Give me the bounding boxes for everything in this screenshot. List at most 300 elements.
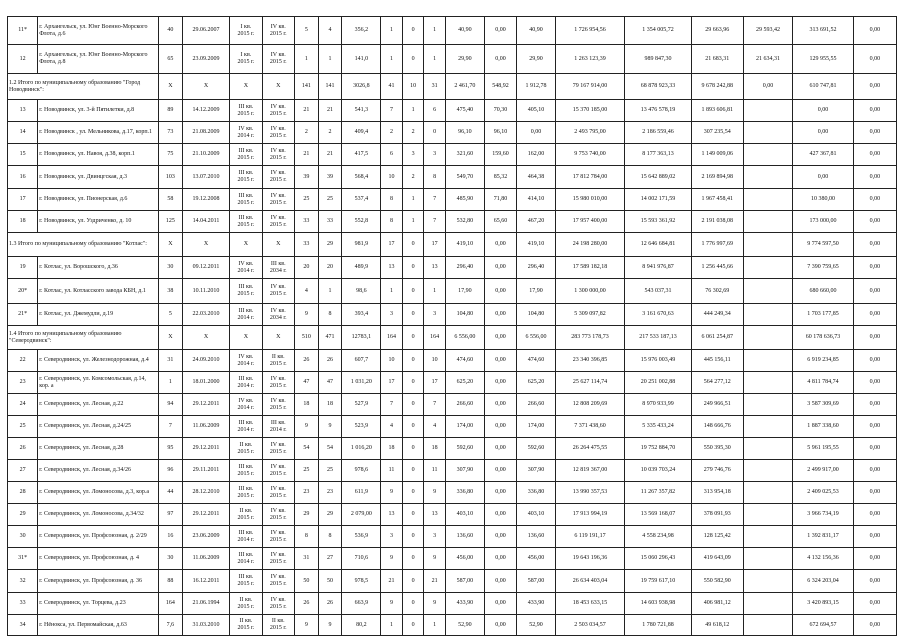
table-cell: 26	[8, 438, 38, 460]
table-cell: 0,00	[853, 460, 896, 482]
table-cell: 1 887 338,60	[793, 416, 853, 438]
table-cell: IV кв. 2015 г.	[262, 504, 294, 526]
table-cell: 52,90	[445, 615, 484, 636]
table-cell: 0	[402, 526, 424, 548]
table-cell: 625,20	[517, 372, 556, 394]
table-cell: 94	[159, 394, 183, 416]
table-cell: III кв. 2015 г.	[230, 460, 262, 482]
table-cell: 564 277,12	[691, 372, 743, 394]
table-cell: 21.10.2009	[182, 144, 229, 166]
table-cell: 97	[159, 504, 183, 526]
table-cell: 610 747,81	[793, 74, 853, 100]
table-cell: 17 589 182,18	[555, 257, 624, 279]
table-row	[8, 304, 897, 326]
table-cell: X	[262, 233, 294, 257]
table-cell: 217 533 187,13	[625, 326, 692, 350]
table-cell: III кв. 2015 г.	[230, 570, 262, 593]
table-cell: 7 390 759,65	[793, 257, 853, 279]
table-cell: 0,00	[853, 548, 896, 570]
table-cell: 24	[8, 394, 38, 416]
table-cell: г. Северодвинск, ул. Ломоносова, д.3, кор.а	[38, 482, 159, 504]
table-cell: IV кв. 2014 г.	[230, 350, 262, 372]
table-cell: 0,00	[853, 122, 896, 144]
table-cell: 1	[424, 615, 446, 636]
table-cell: 27	[8, 460, 38, 482]
table-cell: 30	[159, 257, 183, 279]
table-cell: 532,80	[445, 211, 484, 233]
table-cell: 11 267 357,82	[625, 482, 692, 504]
table-cell: IV кв. 2015 г.	[262, 189, 294, 211]
table-cell: 26 264 475,55	[555, 438, 624, 460]
table-cell: 1	[381, 45, 403, 74]
table-cell: 456,00	[517, 548, 556, 570]
table-cell: I кв. 2015 г.	[230, 45, 262, 74]
table-cell: IV кв. 2015 г.	[262, 166, 294, 189]
table-cell: 3	[381, 304, 403, 326]
group-total-row	[8, 74, 897, 100]
table-cell: 21*	[8, 304, 38, 326]
table-cell: 710,6	[342, 548, 381, 570]
table-row	[8, 570, 897, 593]
table-cell: IV кв. 2014 г.	[230, 122, 262, 144]
table-cell: 1	[381, 279, 403, 304]
table-cell: 0,00	[484, 416, 516, 438]
table-cell: 0,00	[484, 394, 516, 416]
table-cell: 1	[381, 615, 403, 636]
table-cell: 568,4	[342, 166, 381, 189]
table-row	[8, 394, 897, 416]
table-cell: г. Северодвинск, ул. Профсоюзная, д. 36	[38, 570, 159, 593]
table-cell: 296,40	[517, 257, 556, 279]
table-cell: 23	[294, 482, 318, 504]
table-cell: 9	[424, 482, 446, 504]
table-cell: 21	[318, 144, 342, 166]
table-cell: 125	[159, 211, 183, 233]
table-cell: 26	[294, 593, 318, 615]
table-cell: 419 643,09	[691, 548, 743, 570]
table-cell: 50	[294, 570, 318, 593]
table-cell: 8	[318, 526, 342, 548]
table-cell	[743, 504, 793, 526]
table-cell: 9	[318, 615, 342, 636]
table-cell: 8	[294, 526, 318, 548]
table-cell: 18	[381, 438, 403, 460]
table-cell: г. Котлас, ул. Ворошского, д.36	[38, 257, 159, 279]
table-cell: 14 603 938,98	[625, 593, 692, 615]
table-cell: IV кв. 2015 г.	[262, 211, 294, 233]
table-cell: 8 970 933,99	[625, 394, 692, 416]
table-cell: 12 646 684,81	[625, 233, 692, 257]
table-cell: 1 354 005,72	[625, 17, 692, 45]
table-cell: г. Северодвинск, ул. Железнодорожная, д.4	[38, 350, 159, 372]
table-cell	[743, 304, 793, 326]
table-cell: 0,00	[484, 460, 516, 482]
table-cell: 266,60	[517, 394, 556, 416]
table-cell: 403,10	[445, 504, 484, 526]
table-cell	[743, 122, 793, 144]
table-cell: 0	[402, 460, 424, 482]
table-cell: 9	[381, 593, 403, 615]
table-cell: 0,00	[853, 570, 896, 593]
table-cell: г. Архангельск, ул. Юнг Военно-Морского Флота, д.8	[38, 45, 159, 74]
table-body	[8, 17, 897, 636]
table-cell	[743, 615, 793, 636]
table-cell: 25 627 114,74	[555, 372, 624, 394]
table-cell: 15	[8, 144, 38, 166]
table-cell: 21	[294, 144, 318, 166]
table-cell: 680 660,00	[793, 279, 853, 304]
table-cell: 29,90	[445, 45, 484, 74]
table-cell: X	[159, 74, 183, 100]
table-cell: 164	[424, 326, 446, 350]
table-cell: 592,60	[445, 438, 484, 460]
table-cell: 12783,1	[342, 326, 381, 350]
table-cell: 0	[402, 593, 424, 615]
group-total-row	[8, 233, 897, 257]
table-cell	[743, 570, 793, 593]
table-cell: 0,00	[793, 166, 853, 189]
table-cell: 17	[424, 233, 446, 257]
table-cell: 40	[159, 17, 183, 45]
table-cell: X	[262, 74, 294, 100]
table-cell: 2	[294, 122, 318, 144]
table-cell: 266,60	[445, 394, 484, 416]
table-cell: 0,00	[853, 233, 896, 257]
table-cell: 24.09.2010	[182, 350, 229, 372]
table-cell: 26 634 403,04	[555, 570, 624, 593]
table-cell: 17 913 994,19	[555, 504, 624, 526]
table-cell: 29	[8, 504, 38, 526]
table-cell: IV кв. 2015 г.	[262, 482, 294, 504]
table-cell: 0,00	[484, 593, 516, 615]
table-cell: 4	[294, 279, 318, 304]
table-row	[8, 279, 897, 304]
table-row	[8, 211, 897, 233]
table-cell: II кв. 2015 г.	[230, 593, 262, 615]
table-cell: 19 759 617,10	[625, 570, 692, 593]
table-cell: 0,00	[484, 279, 516, 304]
table-cell: 456,00	[445, 548, 484, 570]
table-row	[8, 166, 897, 189]
table-cell	[743, 144, 793, 166]
table-cell: 0,00	[484, 45, 516, 74]
table-cell: 445 156,11	[691, 350, 743, 372]
table-cell: 7	[424, 189, 446, 211]
table-cell: 26	[318, 593, 342, 615]
table-cell: 29,90	[517, 45, 556, 74]
table-cell: 128 125,42	[691, 526, 743, 548]
table-cell: 23 340 396,85	[555, 350, 624, 372]
table-cell: 141,0	[342, 45, 381, 74]
table-cell: 31	[294, 548, 318, 570]
table-cell: 0	[402, 438, 424, 460]
table-cell: 13 569 168,07	[625, 504, 692, 526]
resettlement-table	[7, 16, 897, 636]
table-cell: 356,2	[342, 17, 381, 45]
table-cell: 9	[381, 482, 403, 504]
table-cell: 419,10	[445, 233, 484, 257]
table-cell: 592,60	[517, 438, 556, 460]
table-row	[8, 438, 897, 460]
table-cell: 1	[424, 17, 446, 45]
table-cell: 510	[294, 326, 318, 350]
table-cell: 3	[424, 304, 446, 326]
table-cell: 0,00	[853, 372, 896, 394]
table-cell: 3 161 670,63	[625, 304, 692, 326]
table-cell: г. Северодвинск, ул. Профсоюзная, д. 2/29	[38, 526, 159, 548]
table-cell: г. Северодвинск, ул. Лесная, д.22	[38, 394, 159, 416]
table-cell: X	[230, 326, 262, 350]
table-cell: 321,60	[445, 144, 484, 166]
table-cell: 1.4 Итого по муниципальному образованию "Северодвинск":	[8, 326, 159, 350]
table-cell: г. Новодвинск, ул. Пионерская, д.6	[38, 189, 159, 211]
table-cell: 2 503 034,57	[555, 615, 624, 636]
table-cell: 22.03.2010	[182, 304, 229, 326]
table-cell: 173 000,00	[793, 211, 853, 233]
table-cell: 33	[294, 211, 318, 233]
table-cell: 136,60	[517, 526, 556, 548]
table-row	[8, 482, 897, 504]
table-cell: 19.12.2008	[182, 189, 229, 211]
table-cell	[743, 460, 793, 482]
table-cell: 475,40	[445, 100, 484, 122]
table-cell: 8	[381, 189, 403, 211]
table-cell: 18	[294, 394, 318, 416]
table-cell: 1.2 Итого по муниципальному образованию "Город Новодвинск":	[8, 74, 159, 100]
table-cell: 24 198 280,00	[555, 233, 624, 257]
table-cell: IV кв. 2015 г.	[262, 460, 294, 482]
table-cell: 0,00	[853, 304, 896, 326]
table-cell: 31.03.2010	[182, 615, 229, 636]
table-cell: 17	[8, 189, 38, 211]
table-cell: 19 643 196,36	[555, 548, 624, 570]
table-cell: III кв. 2015 г.	[230, 211, 262, 233]
table-cell: 474,60	[517, 350, 556, 372]
table-cell: 7	[381, 394, 403, 416]
table-cell: 0,00	[853, 257, 896, 279]
table-cell: 474,60	[445, 350, 484, 372]
table-cell: 15 976 003,49	[625, 350, 692, 372]
table-cell: 2 409 025,53	[793, 482, 853, 504]
table-cell: 65	[159, 45, 183, 74]
table-cell: 7 371 438,60	[555, 416, 624, 438]
table-cell: 39	[294, 166, 318, 189]
table-cell: 1	[424, 45, 446, 74]
table-cell: 2	[402, 166, 424, 189]
table-cell	[743, 416, 793, 438]
table-cell: 0,00	[484, 615, 516, 636]
table-cell: 25	[318, 460, 342, 482]
table-cell: 65,60	[484, 211, 516, 233]
table-cell: 444 249,34	[691, 304, 743, 326]
table-cell: 17 812 784,00	[555, 166, 624, 189]
table-cell: 0,00	[484, 526, 516, 548]
table-cell: 96	[159, 460, 183, 482]
table-cell: 09.12.2011	[182, 257, 229, 279]
table-cell: II кв. 2015 г.	[230, 615, 262, 636]
table-cell: 3026,8	[342, 74, 381, 100]
table-cell: 2 493 795,00	[555, 122, 624, 144]
table-cell: 71,80	[484, 189, 516, 211]
table-cell: 378 091,93	[691, 504, 743, 526]
table-cell: IV кв. 2034 г.	[262, 304, 294, 326]
table-cell: 16.12.2011	[182, 570, 229, 593]
table-cell: 50	[318, 570, 342, 593]
table-cell: 96,10	[445, 122, 484, 144]
table-cell: III кв. 2034 г.	[262, 257, 294, 279]
table-cell: 16	[159, 526, 183, 548]
table-cell: 978,5	[342, 570, 381, 593]
table-cell: 70,30	[484, 100, 516, 122]
table-cell: III кв. 2014 г.	[230, 304, 262, 326]
table-cell: 0,00	[853, 615, 896, 636]
table-cell: 0	[402, 233, 424, 257]
table-cell: 2 191 038,08	[691, 211, 743, 233]
table-cell: 23	[318, 482, 342, 504]
table-cell: 15 370 185,00	[555, 100, 624, 122]
table-cell: 0	[402, 350, 424, 372]
table-cell: 0	[402, 257, 424, 279]
table-cell: 16	[8, 166, 38, 189]
table-row	[8, 526, 897, 548]
table-cell: 0	[402, 615, 424, 636]
table-cell	[743, 233, 793, 257]
table-cell: 467,20	[517, 211, 556, 233]
table-row	[8, 460, 897, 482]
table-cell: 0,00	[853, 189, 896, 211]
table-cell: 11	[381, 460, 403, 482]
table-cell: 89	[159, 100, 183, 122]
table-cell: 1	[424, 279, 446, 304]
table-row	[8, 144, 897, 166]
table-cell: 18	[424, 438, 446, 460]
table-cell: г. Новодвинск, ул. Навоя, д.38, корп.1	[38, 144, 159, 166]
table-cell: г. Архангельск, ул. Юнг Военно-Морского Флота, д.6	[38, 17, 159, 45]
table-cell: 433,90	[517, 593, 556, 615]
table-cell: 15 980 010,00	[555, 189, 624, 211]
table-cell	[743, 211, 793, 233]
table-cell: 0,00	[853, 45, 896, 74]
table-cell: 0	[424, 122, 446, 144]
table-cell: 14.12.2009	[182, 100, 229, 122]
table-cell: 29 593,42	[743, 17, 793, 45]
table-cell: 409,4	[342, 122, 381, 144]
table-cell	[743, 372, 793, 394]
table-cell: 611,9	[342, 482, 381, 504]
table-cell: 11*	[8, 17, 38, 45]
table-cell: 9 678 242,88	[691, 74, 743, 100]
table-cell: 0,00	[853, 17, 896, 45]
table-cell: 6 919 234,85	[793, 350, 853, 372]
table-cell: III кв. 2015 г.	[230, 100, 262, 122]
table-cell: г. Котлас, ул. Джемудли, д.19	[38, 304, 159, 326]
table-cell: 313 954,18	[691, 482, 743, 504]
table-cell: 29 663,96	[691, 17, 743, 45]
table-cell: 52,90	[517, 615, 556, 636]
table-cell: 47	[318, 372, 342, 394]
table-cell: 159,60	[484, 144, 516, 166]
table-cell: 28.12.2010	[182, 482, 229, 504]
table-cell: X	[230, 74, 262, 100]
table-row	[8, 504, 897, 526]
table-cell: 11.06.2009	[182, 416, 229, 438]
table-cell: 5	[294, 17, 318, 45]
table-cell: 33	[8, 593, 38, 615]
table-cell: 0,00	[484, 350, 516, 372]
table-cell: г. Северодвинск, ул. Лесная, д.24/25	[38, 416, 159, 438]
table-cell: 989 847,30	[625, 45, 692, 74]
table-cell: г. Новодвинск , ул. Мельникова, д.17, корп.1	[38, 122, 159, 144]
table-row	[8, 45, 897, 74]
table-cell: 25	[294, 460, 318, 482]
table-cell: 29	[294, 504, 318, 526]
table-cell: 1	[159, 372, 183, 394]
table-cell: 13.07.2010	[182, 166, 229, 189]
table-cell: 405,10	[517, 100, 556, 122]
table-cell: 978,6	[342, 460, 381, 482]
table-cell: 1 392 831,17	[793, 526, 853, 548]
table-cell: 44	[159, 482, 183, 504]
table-cell: 427 367,81	[793, 144, 853, 166]
table-cell: 663,9	[342, 593, 381, 615]
table-cell: 25	[8, 416, 38, 438]
table-cell: III кв. 2015 г.	[230, 279, 262, 304]
table-cell: IV кв. 2015 г.	[262, 144, 294, 166]
table-cell: IV кв. 2014 г.	[230, 257, 262, 279]
table-cell: 13	[8, 100, 38, 122]
table-cell: 164	[159, 593, 183, 615]
table-cell: 550 582,90	[691, 570, 743, 593]
table-cell: 9	[381, 548, 403, 570]
table-cell: 25	[294, 189, 318, 211]
table-cell: X	[182, 233, 229, 257]
table-cell	[743, 438, 793, 460]
table-cell: 12	[8, 45, 38, 74]
table-cell: 3	[381, 526, 403, 548]
table-cell: 1 263 123,39	[555, 45, 624, 74]
table-cell: 141	[318, 74, 342, 100]
table-cell	[743, 350, 793, 372]
table-cell: 1	[381, 17, 403, 45]
table-cell: 33	[318, 211, 342, 233]
table-cell: 174,00	[445, 416, 484, 438]
table-cell: 625,20	[445, 372, 484, 394]
table-cell: 0,00	[484, 548, 516, 570]
table-cell: 49 618,12	[691, 615, 743, 636]
table-cell: 548,92	[484, 74, 516, 100]
table-row	[8, 548, 897, 570]
table-cell: 5 309 097,82	[555, 304, 624, 326]
table-cell: 20	[318, 257, 342, 279]
table-cell: 13	[381, 257, 403, 279]
table-cell: 0,00	[484, 372, 516, 394]
table-cell: 1	[294, 45, 318, 74]
table-cell	[743, 394, 793, 416]
table-row	[8, 17, 897, 45]
table-cell: 15 642 889,02	[625, 166, 692, 189]
table-cell: 1	[318, 279, 342, 304]
table-cell: 79 167 914,00	[555, 74, 624, 100]
table-cell: IV кв. 2015 г.	[262, 593, 294, 615]
table-cell: 13	[424, 504, 446, 526]
table-cell: 307,90	[517, 460, 556, 482]
table-cell: 39	[318, 166, 342, 189]
table-cell: II кв. 2015 г.	[262, 615, 294, 636]
table-cell: III кв. 2015 г.	[230, 166, 262, 189]
table-cell: IV кв. 2015 г.	[262, 526, 294, 548]
table-cell: 30	[8, 526, 38, 548]
table-cell: 23	[8, 372, 38, 394]
